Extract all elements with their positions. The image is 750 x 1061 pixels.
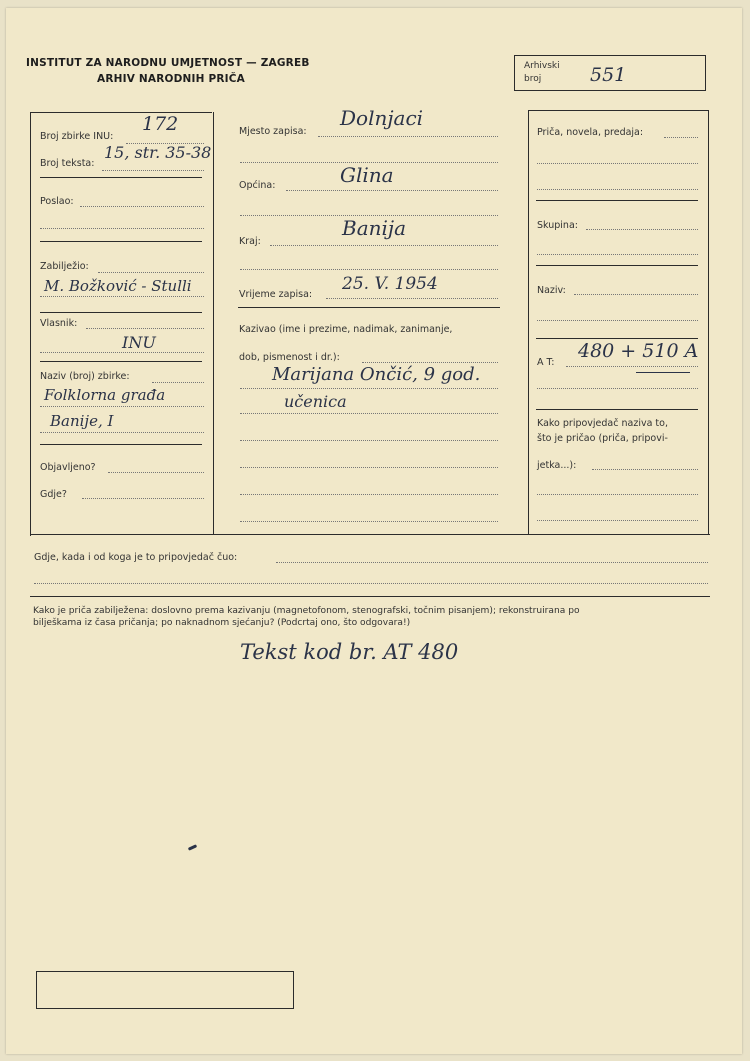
institute-heading: INSTITUT ZA NARODNU UMJETNOST — ZAGREB xyxy=(26,57,310,69)
collection-number-value: 172 xyxy=(142,113,179,135)
at-value: 480 + 510 A xyxy=(578,340,699,362)
heard-where-label: Gdje, kada i od koga je to pripovjedač čuo: xyxy=(34,552,238,563)
region-label: Kraj: xyxy=(239,236,261,247)
narrator-call-label-3: jetka...): xyxy=(537,460,577,471)
archive-number-label-1: Arhivski xyxy=(524,61,560,71)
where-label: Gdje? xyxy=(40,489,67,500)
narrator-call-label-1: Kako pripovjedač naziva to, xyxy=(537,418,668,429)
collection-name-value-1: Folklorna građa xyxy=(44,386,166,404)
place-label: Mjesto zapisa: xyxy=(239,126,307,137)
recorded-by-value: M. Božković - Stulli xyxy=(44,277,192,295)
owner-label: Vlasnik: xyxy=(40,318,78,329)
published-label: Objavljeno? xyxy=(40,462,96,473)
name-label: Naziv: xyxy=(537,285,566,296)
municipality-label: Općina: xyxy=(239,180,276,191)
text-number-label: Broj teksta: xyxy=(40,158,95,169)
bottom-empty-box xyxy=(36,971,294,1009)
group-label: Skupina: xyxy=(537,220,578,231)
text-number-value: 15, str. 35-38 xyxy=(104,143,212,162)
narrator-label-1: Kazivao (ime i prezime, nadimak, zanimanje, xyxy=(239,324,453,335)
recording-method-label-2: bilješkama iz časa pričanja; po naknadnom sjećanju? (Podcrtaj ono, što odgovara!) xyxy=(33,618,411,628)
archive-heading: ARHIV NARODNIH PRIČA xyxy=(97,73,245,85)
narrator-value-2: učenica xyxy=(284,392,347,411)
collection-name-value-2: Banije, I xyxy=(50,412,114,430)
archive-number-value: 551 xyxy=(590,64,627,86)
story-type-label: Priča, novela, predaja: xyxy=(537,127,644,138)
recorded-by-label: Zabilježio: xyxy=(40,261,89,272)
collection-name-label: Naziv (broj) zbirke: xyxy=(40,371,130,382)
date-value: 25. V. 1954 xyxy=(342,274,438,294)
owner-value: INU xyxy=(122,333,156,352)
narrator-call-label-2: što je pričao (priča, pripovi- xyxy=(537,433,668,444)
narrator-value-1: Marijana Ončić, 9 god. xyxy=(272,364,481,385)
archive-number-label-2: broj xyxy=(524,74,542,84)
sent-by-label: Poslao: xyxy=(40,196,74,207)
date-label: Vrijeme zapisa: xyxy=(239,289,313,300)
collection-number-label: Broj zbirke INU: xyxy=(40,131,114,142)
place-value: Dolnjaci xyxy=(340,106,424,130)
recording-method-value: Tekst kod br. AT 480 xyxy=(240,640,459,664)
municipality-value: Glina xyxy=(340,163,394,187)
narrator-label-2: dob, pismenost i dr.): xyxy=(239,352,340,363)
at-label: A T: xyxy=(537,357,555,368)
recording-method-label-1: Kako je priča zabilježena: doslovno prema kazivanju (magnetofonom, stenografski, točnim pisanjem); rekonstruirana po xyxy=(33,606,580,616)
region-value: Banija xyxy=(342,216,407,240)
